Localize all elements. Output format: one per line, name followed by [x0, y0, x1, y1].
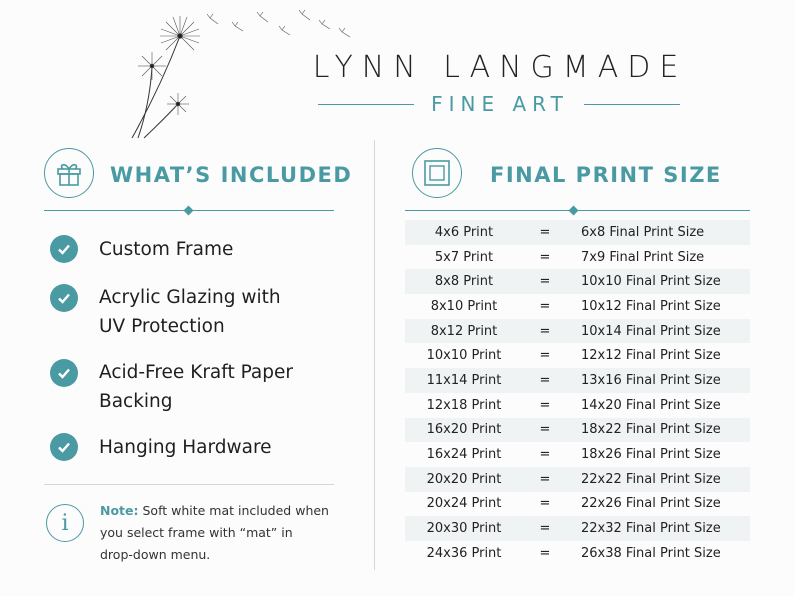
equals-cell: =	[539, 447, 551, 463]
final-size-cell: 13x16 Final Print Size	[581, 372, 721, 388]
sizes-title: FINAL PRINT SIZE	[490, 163, 722, 187]
table-row	[405, 467, 750, 492]
included-diamond	[184, 206, 194, 216]
gift-icon-circle	[44, 148, 94, 198]
equals-cell: =	[539, 496, 551, 512]
check-icon	[50, 359, 78, 387]
equals-cell: =	[539, 348, 551, 364]
note-divider	[44, 484, 334, 485]
included-title: WHAT’S INCLUDED	[110, 163, 353, 187]
included-item-custom-frame: Custom Frame	[99, 239, 234, 260]
final-size-cell: 10x10 Final Print Size	[581, 274, 721, 290]
equals-cell: =	[539, 471, 551, 487]
frame-icon	[423, 159, 451, 187]
equals-cell: =	[539, 521, 551, 537]
final-size-cell: 6x8 Final Print Size	[581, 224, 705, 240]
table-row	[405, 269, 750, 294]
check-icon	[50, 284, 78, 312]
included-item-acrylic-glazing: Acrylic Glazing with UV Protection	[99, 287, 281, 337]
print-size-cell: 11x14 Print	[426, 372, 502, 388]
table-row	[405, 492, 750, 517]
note-text: Note: Soft white mat included when you select frame with “mat” in drop-down menu.	[100, 503, 329, 562]
final-size-cell: 12x12 Final Print Size	[581, 348, 721, 364]
final-size-cell: 18x22 Final Print Size	[581, 422, 721, 438]
equals-cell: =	[539, 274, 551, 290]
equals-cell: =	[539, 298, 551, 314]
final-size-cell: 7x9 Final Print Size	[581, 249, 705, 265]
table-row	[405, 220, 750, 245]
brand-rule-left	[318, 104, 414, 105]
equals-cell: =	[539, 397, 551, 413]
final-size-cell: 26x38 Final Print Size	[581, 545, 721, 561]
print-size-cell: 5x7 Print	[434, 249, 494, 265]
size-table	[405, 220, 750, 566]
print-size-cell: 20x20 Print	[426, 471, 502, 487]
check-icon	[50, 235, 78, 263]
print-size-cell: 24x36 Print	[426, 545, 502, 561]
final-size-cell: 10x14 Final Print Size	[581, 323, 721, 339]
brand-rule-right	[584, 104, 680, 105]
final-size-cell: 22x26 Final Print Size	[581, 496, 721, 512]
column-divider	[374, 140, 375, 570]
table-row	[405, 541, 750, 566]
print-size-cell: 8x10 Print	[430, 298, 498, 314]
print-size-cell: 8x12 Print	[430, 323, 498, 339]
equals-cell: =	[539, 224, 551, 240]
table-row	[405, 516, 750, 541]
equals-cell: =	[539, 249, 551, 265]
print-size-cell: 20x24 Print	[426, 496, 502, 512]
final-size-cell: 22x32 Final Print Size	[581, 521, 721, 537]
table-row	[405, 418, 750, 443]
gift-icon	[54, 158, 84, 188]
check-icon	[50, 433, 78, 461]
brand-name: LYNN LANGMADE	[312, 50, 688, 85]
table-row	[405, 442, 750, 467]
final-size-cell: 14x20 Final Print Size	[581, 397, 721, 413]
brand-subtitle: FINE ART	[431, 92, 569, 116]
print-size-cell: 4x6 Print	[434, 224, 494, 240]
table-row	[405, 393, 750, 418]
table-row	[405, 245, 750, 270]
included-item-kraft-backing: Acid-Free Kraft Paper Backing	[99, 362, 293, 412]
included-item-hanging-hardware: Hanging Hardware	[99, 437, 272, 458]
final-size-cell: 22x22 Final Print Size	[581, 471, 721, 487]
equals-cell: =	[539, 545, 551, 561]
table-row	[405, 319, 750, 344]
final-size-cell: 18x26 Final Print Size	[581, 447, 721, 463]
table-row	[405, 343, 750, 368]
print-size-cell: 16x24 Print	[426, 447, 502, 463]
final-size-cell: 10x12 Final Print Size	[581, 298, 721, 314]
print-size-cell: 12x18 Print	[426, 397, 502, 413]
sizes-diamond	[569, 206, 579, 216]
info-icon: i	[46, 504, 84, 542]
table-row	[405, 294, 750, 319]
table-row	[405, 368, 750, 393]
print-size-cell: 20x30 Print	[426, 521, 502, 537]
equals-cell: =	[539, 372, 551, 388]
equals-cell: =	[539, 323, 551, 339]
frame-icon-circle	[412, 148, 462, 198]
equals-cell: =	[539, 422, 551, 438]
print-size-cell: 10x10 Print	[426, 348, 502, 364]
print-size-cell: 16x20 Print	[426, 422, 502, 438]
print-size-cell: 8x8 Print	[434, 274, 494, 290]
